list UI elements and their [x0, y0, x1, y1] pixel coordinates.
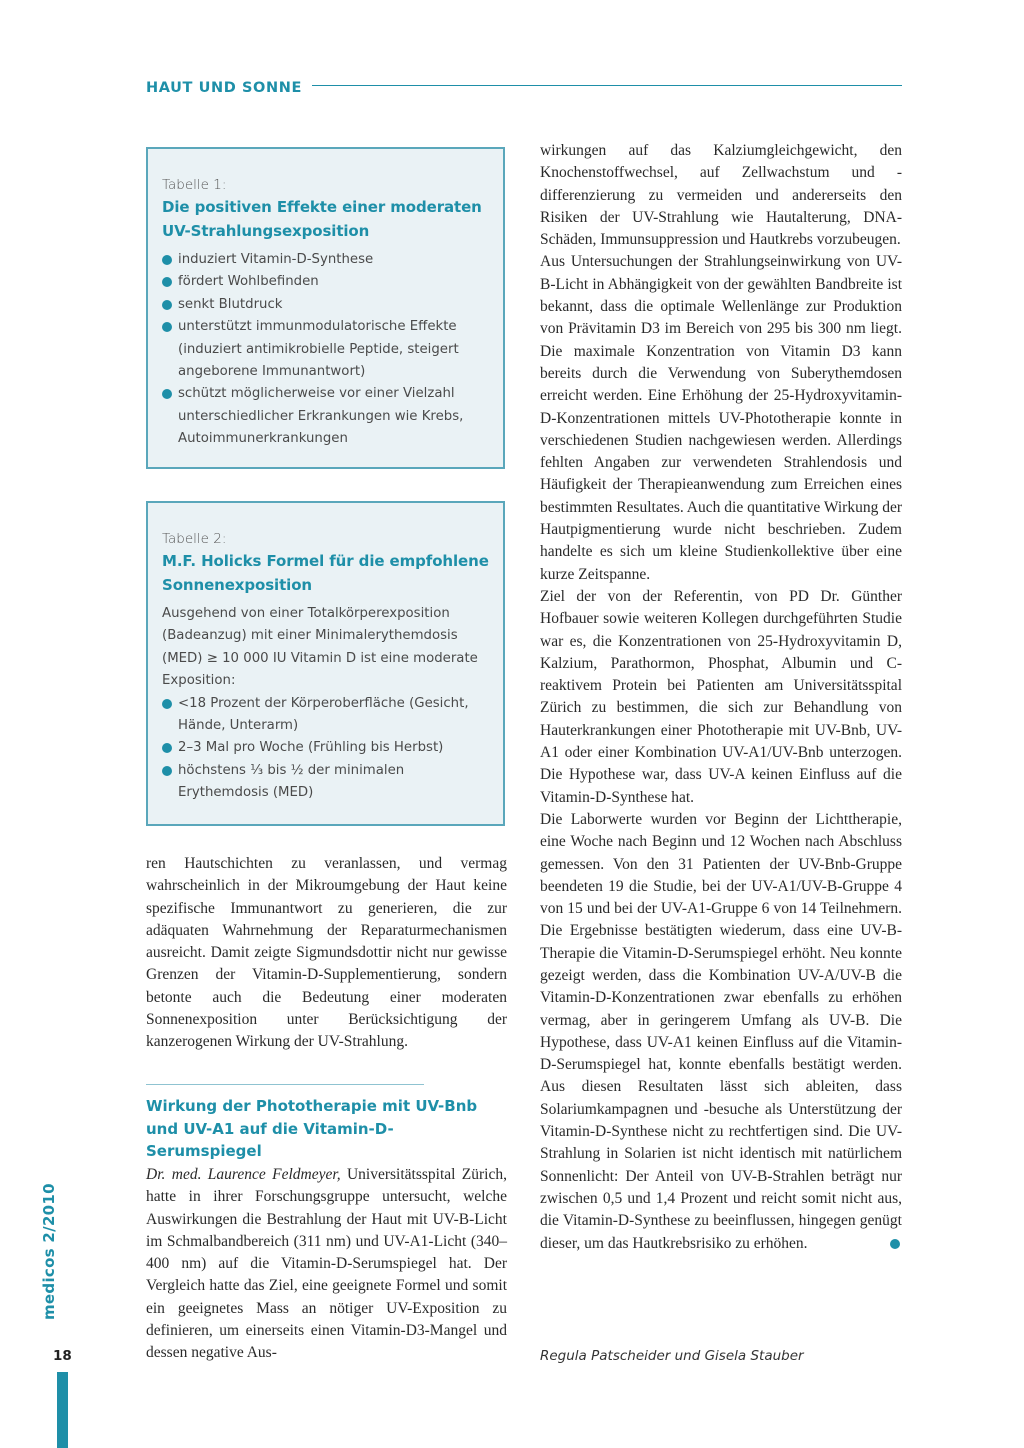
journal-name: medicos 2/2010 — [40, 1183, 58, 1320]
list-item: <18 Prozent der Körperoberfläche (Gesicht, Hände, Unterarm) — [162, 693, 489, 738]
paragraph — [540, 809, 902, 1255]
right-column — [540, 140, 902, 1255]
list-item: schützt möglicherweise vor einer Vielzahl unterschiedlicher Erkrankungen wie Krebs, Autoimmunerkrankungen — [162, 383, 489, 450]
table-1-label: Tabelle 1: — [162, 177, 227, 193]
section-heading: Wirkung der Phototherapie mit UV-Bnb und UV-A1 auf die Vitamin-D-Serumspiegel — [146, 1097, 478, 1160]
table-1-box — [146, 147, 505, 469]
table-2-label: Tabelle 2: — [162, 531, 227, 547]
page-number: 18 — [53, 1348, 72, 1364]
paragraph-text: Die Laborwerte wurden vor Beginn der Lichttherapie, eine Woche nach Beginn und 12 Wochen nach Abschluss gemessen. Von den 31 Patienten der UV-Bnb-Gruppe beendeten 19 die Studie, bei der UV-A1/UV-B-Gruppe 4 von 15 und bei der UV-A1-Gruppe 6 von 14 Teilnehmern. Die Ergebnisse bestätigten wiederum, dass eine UV-B-Therapie die Vitamin-D-Serumspiegel erhöht. Neu konnte gezeigt werden, dass die Kombination UV-A/UV-B die Vitamin-D-Konzentrationen zwar ebenfalls zu erhöhen vermag, aber in geringerem Umfang als UV-B. Die Hypothese, dass UV-A1 keinen Einfluss auf die Vitamin-D-Serumspiegel hat, konnte ebenfalls bestätigt werden. Aus diesen Resultaten lässt sich ableiten, dass Solariumkampagnen und -besuche als Unterstützung der Vitamin-D-Synthese nicht zu rechtfertigen sind. Die UV-Strahlung in Solarien ist nicht identisch mit natürlichem Sonnenlicht: Der Anteil von UV-B-Strahlen beträgt nur zwischen 0,5 und 1,4 Prozent und reicht somit nicht aus, die Vitamin-D-Synthese zu beeinflussen, hingegen genügt dieser, um das Hautkrebsrisiko zu erhöhen. — [540, 810, 902, 1252]
list-item: 2–3 Mal pro Woche (Frühling bis Herbst) — [162, 737, 489, 759]
table-2-intro: Ausgehend von einer Totalkörperexposition (Badeanzug) mit einer Minimalerythemdosis (MED) ≥ 10 000 IU Vitamin D ist eine moderate Exposition: — [162, 606, 478, 689]
paragraph: Ziel der von der Referentin, von PD Dr. Günther Hofbauer sowie weiteren Kollegen durchgeführten Studie war es, die Konzentrationen von 25-Hydroxyvitamin D, Kalzium, Parathormon, Phosphat, Albumin und C-reaktivem Protein bei Patienten am Universitätsspital Zürich zu bestimmen, die sich zur Behandlung von Hauterkrankungen einer Phototherapie mit UV-Bnb, UV-A1 oder einer Kombination UV-A1/UV-Bnb unterzogen. Die Hypothese war, dass UV-A keinen Einfluss auf die Vitamin-D-Synthese hat. — [540, 587, 902, 806]
header-rule — [312, 85, 902, 86]
table-2-list — [162, 693, 489, 805]
list-item: senkt Blutdruck — [162, 294, 489, 316]
paragraph: wirkungen auf das Kalziumgleichgewicht, den Knochenstoffwechsel, auf Zellwachstum und -differenzierung zu vermeiden und andererseits den Risiken der UV-Strahlung wie Hautalterung, DNA-Schäden, Immunsuppression und Hautkrebs vorzubeugen. — [540, 142, 902, 249]
paragraph-text: Universitätsspital Zürich, hatte in ihrer Forschungsgruppe untersucht, welche Auswirkungen die Bestrahlung der Haut mit UV-B-Licht im Schmalbandbereich (311 nm) und UV-A1-Licht (340–400 nm) auf die Vitamin-D-Serumspiegel hat. Der Vergleich hatte das Ziel, eine geeignete Formel und somit ein geeignetes Mass an nötiger UV-Exposition zu definieren, um einerseits einen Vitamin-D3-Mangel und dessen negative Aus- — [146, 1166, 507, 1362]
list-item: unterstützt immunmodulatorische Effekte (induziert antimikrobielle Peptide, steigert angeborene Immunantwort) — [162, 316, 489, 383]
end-mark-icon — [890, 1239, 900, 1249]
section-title: HAUT UND SONNE — [146, 80, 302, 96]
table-2-title: M.F. Holicks Formel für die empfohlene Sonnenexposition — [162, 552, 489, 594]
list-item: fördert Wohlbefinden — [162, 271, 489, 293]
author-signature: Regula Patscheider und Gisela Stauber — [540, 1348, 804, 1364]
list-item: höchstens ⅓ bis ½ der minimalen Erythemdosis (MED) — [162, 760, 489, 805]
list-item: induziert Vitamin-D-Synthese — [162, 249, 489, 271]
left-column-paragraph-2 — [146, 1164, 507, 1365]
paragraph: ren Hautschichten zu veranlassen, und vermag wahrscheinlich in der Mikroumgebung der Haut keine spezifische Immunantwort zu generieren, die zur adäquaten Wahrnehmung der Reparaturmechanismen ausreicht. Damit zeigte Sigmundsdottir nicht nur gewisse Grenzen der Vitamin-D-Supplementierung, sondern betonte auch die Bedeutung einer moderaten Sonnenexposition unter Berücksichtigung der kanzerogenen Wirkung der UV-Strahlung. — [146, 855, 507, 1051]
author-name: Dr. med. Laurence Feldmeyer, — [146, 1166, 341, 1183]
left-column-paragraph — [146, 853, 507, 1054]
table-1-title: Die positiven Effekte einer moderaten UV-Strahlungsexposition — [162, 198, 482, 240]
section-divider — [146, 1084, 424, 1085]
side-accent-bar — [57, 1372, 68, 1448]
paragraph — [146, 1164, 507, 1365]
paragraph: Aus Untersuchungen der Strahlungseinwirkung von UV-B-Licht in Abhängigkeit von der gewählten Bandbreite ist bekannt, dass die optimale Wellenlänge zur Produktion von Prävitamin D3 im Bereich von 295 bis 300 nm liegt. Die maximale Konzentration von Vitamin D3 kann bereits durch die Verwendung von Suberythemdosen erreicht werden. Eine Erhöhung der 25-Hydroxyvitamin-D-Konzentrationen mittels UV-Phototherapie konnte in verschiedenen Studien nachgewiesen werden. Allerdings fehlten Angaben zur verwendeten Strahlendosis und Häufigkeit der Therapieanwendung zum Erreichen eines bestimmten Resultates. Auch die quantitative Wirkung der Hautpigmentierung wurde nicht beschrieben. Zudem handelte es sich um kleine Studienkollektive über eine kurze Zeitspanne. — [540, 253, 902, 583]
table-1-list — [162, 249, 489, 451]
table-2-box — [146, 501, 505, 826]
